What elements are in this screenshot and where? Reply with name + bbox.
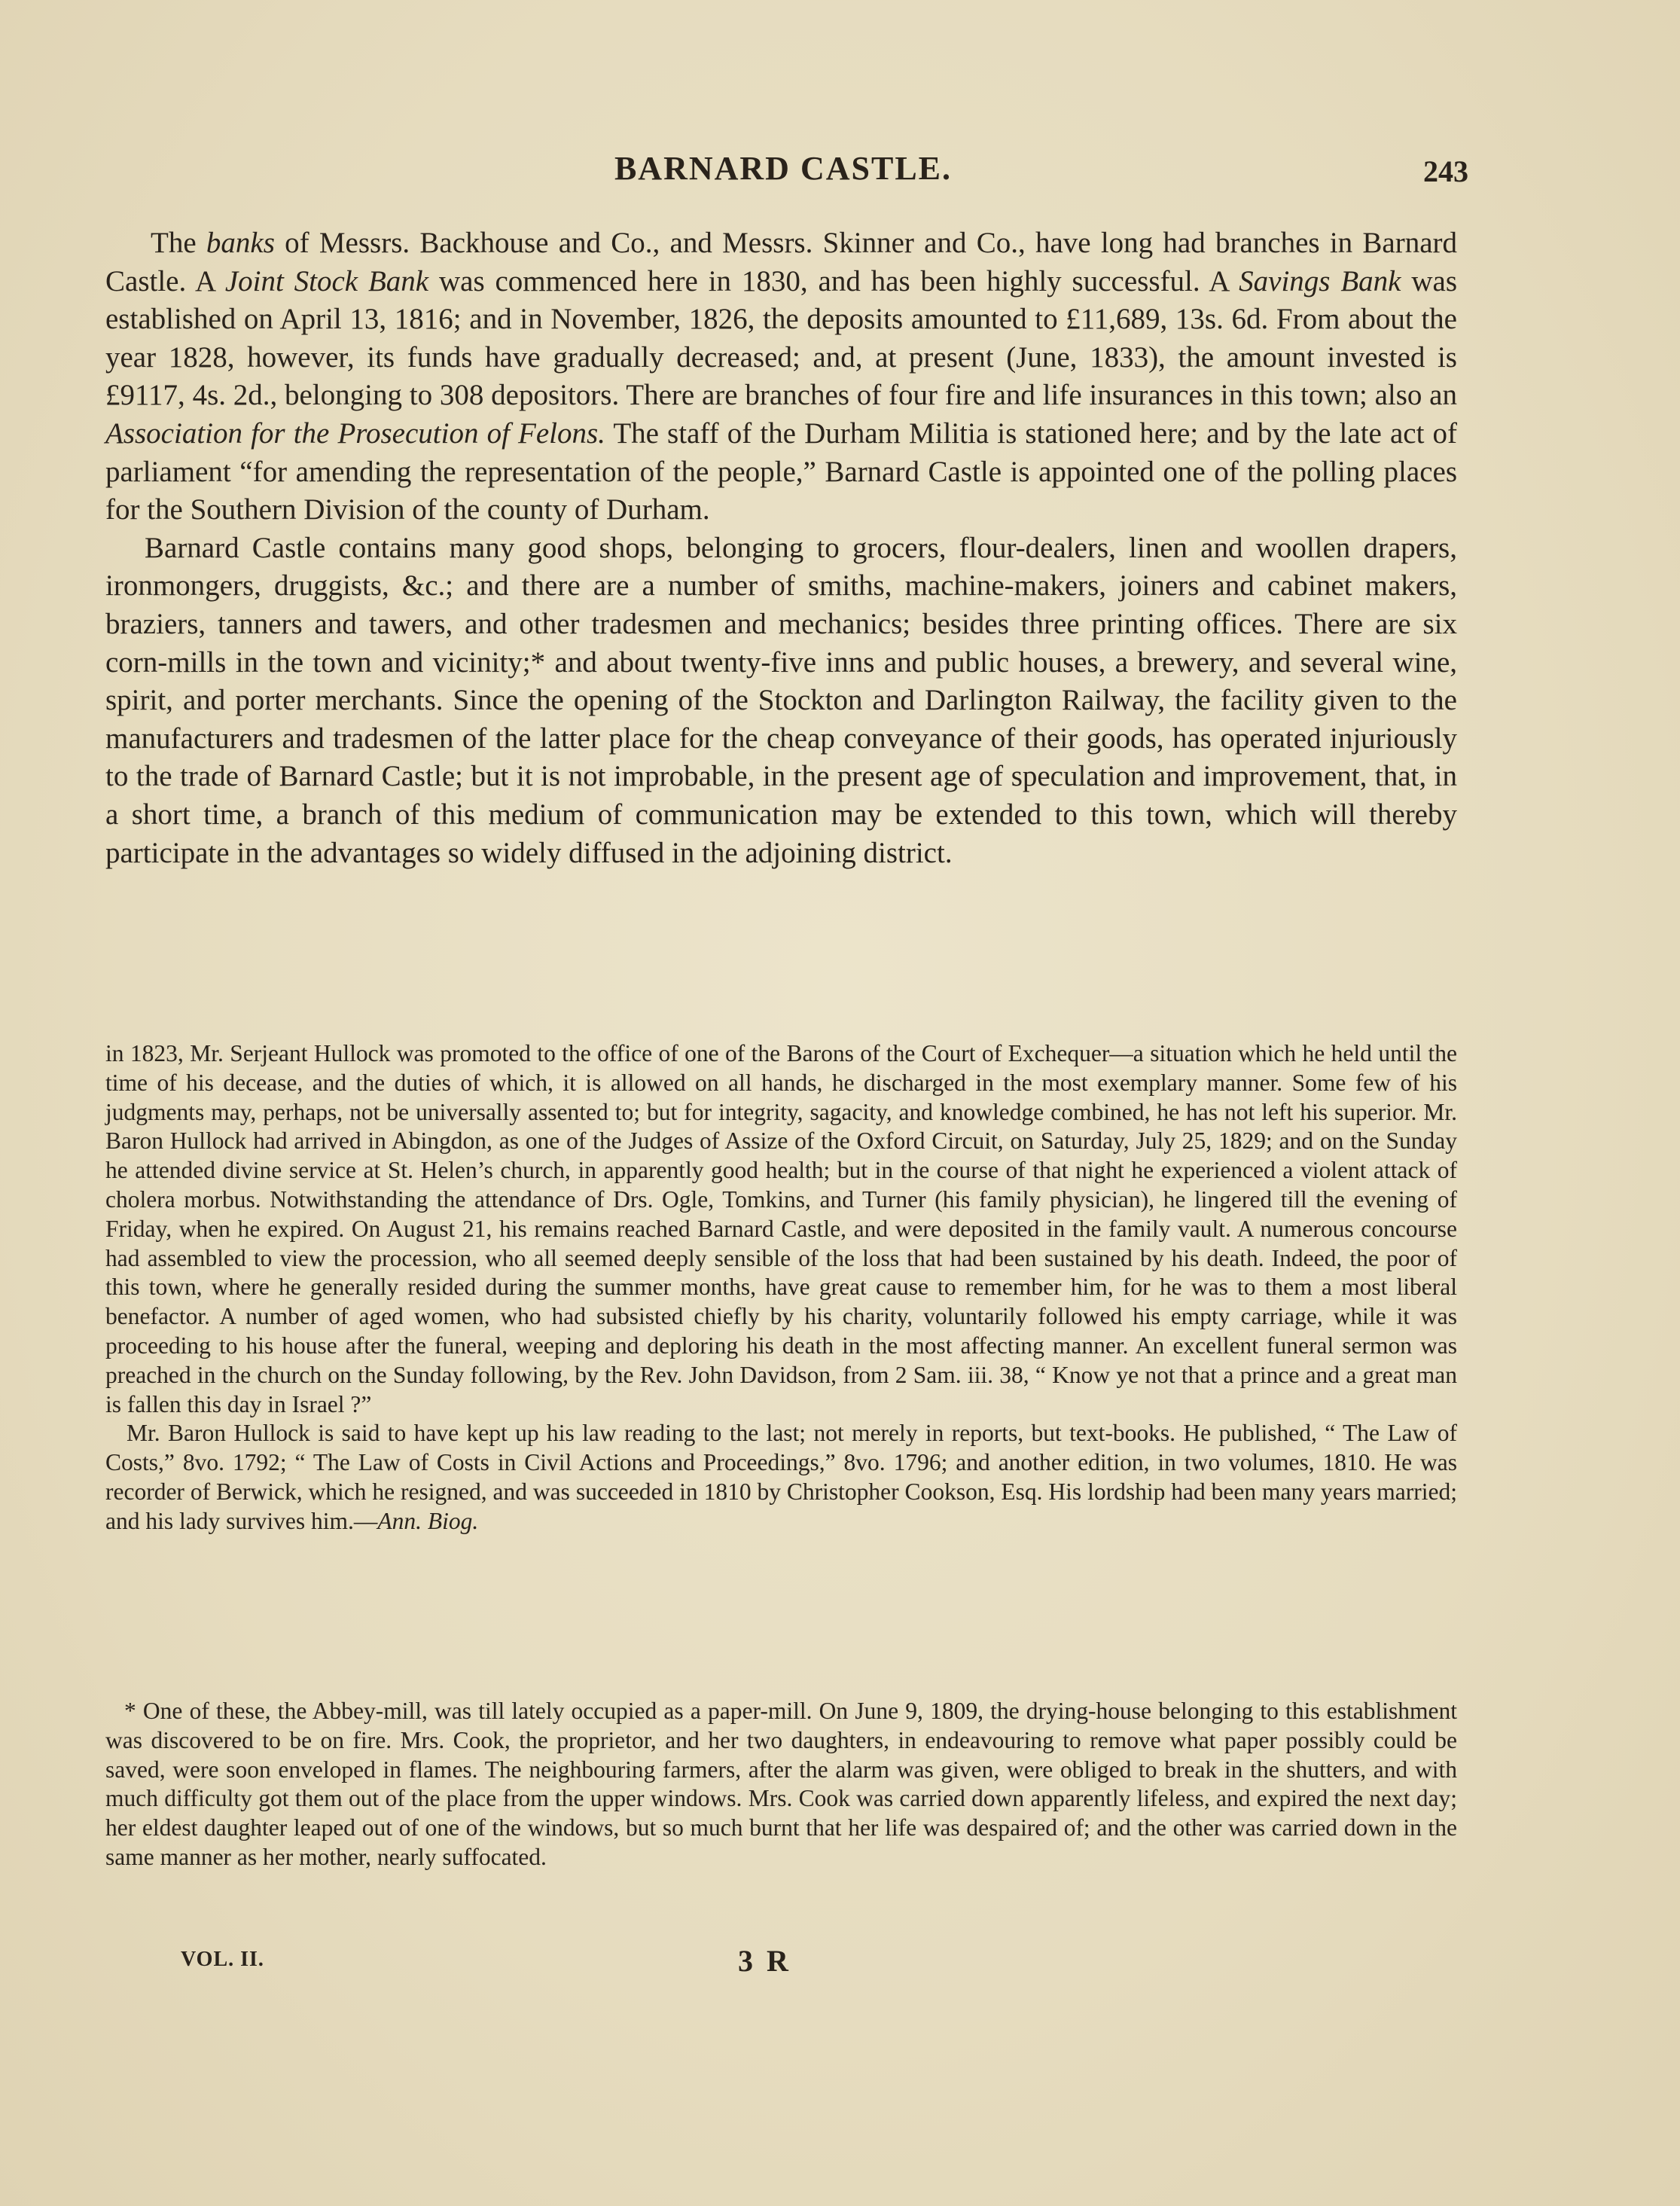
footnote-paragraph: * One of these, the Abbey-mill, was till lately occupied as a paper-mill. On June 9, 1809, the drying-house belonging to this establishment was discovered to be on fire. Mrs. Cook, the proprietor, and her two daughters, in endeavouring to remove what paper possibly could be saved, were soon enveloped in flames. The neighbouring farmers, after the alarm was given, were obliged to break in the shutters, and with much difficulty got them out of the place from the upper windows. Mrs. Cook was carried down apparently lifeless, and expired the next day; her eldest daughter leaped out of one of the windows, but so much burnt that her life was despaired of; and the other was carried down in the same manner as her mother, nearly suffocated.: [105, 1698, 1457, 1870]
italic-run: Association for the Prosecution of Felons.: [105, 416, 605, 450]
text-run: was established on April 13, 1816; and in November, 1826, the deposits amounted to £11,689, 13s. 6d. From about the year 1828, however, its funds have gradually decreased; and, at present (June, 1833), the amount invested is £9117, 4s. 2d., belonging to 308 depositors. There are branches of four fire and life insurances in this town; also an: [105, 264, 1457, 412]
text-run: The: [151, 227, 206, 259]
footnote-star: [105, 1697, 1457, 1872]
page-footer: [181, 1943, 934, 1981]
footnote-paragraph: [105, 1419, 1457, 1536]
page-number: 243: [1423, 154, 1468, 188]
italic-run: Ann. Biog.: [377, 1507, 479, 1534]
text-run: The staff of the Durham Militia is stationed here; and by the late act of parliament “for amending the representation of the people,” Barnard Castle is appointed one of the polling places for the Southern Division of the county of Durham.: [105, 416, 1457, 526]
footnote-paragraph: in 1823, Mr. Serjeant Hullock was promoted to the office of one of the Barons of the Court of Exchequer—a situation which he held until the time of his decease, and the duties of which, it is allowed on all hands, he discharged in the most exemplary manner. Some few of his judgments may, perhaps, not be universally assented to; but for integrity, sagacity, and knowledge combined, he has not left his superior. Mr. Baron Hullock had arrived in Abingdon, as one of the Judges of Assize of the Oxford Circuit, on Saturday, July 25, 1829; and on the Sunday he attended divine service at St. Helen’s church, in apparently good health; but in the course of that night he experienced a violent attack of cholera morbus. Notwithstanding the attendance of Drs. Ogle, Tomkins, and Turner (his family physician), he lingered till the evening of Friday, when he expired. On August 21, his remains reached Barnard Castle, and were deposited in the family vault. A numerous concourse had assembled to view the procession, who all seemed deeply sensible of the loss that had been sustained by his death. Indeed, the poor of this town, where he generally resided during the summer months, have great cause to remember him, for he was to them a most liberal benefactor. A number of aged women, who had subsisted chiefly by his charity, voluntarily followed his empty carriage, while it was proceeding to his house after the funeral, weeping and deploring his death in the most affecting manner. An excellent funeral sermon was preached in the church on the Sunday following, by the Rev. John Davidson, from 2 Sam. iii. 38, “ Know ye not that a prince and a great man is fallen this day in Israel ?”: [105, 1040, 1457, 1417]
page-header: [98, 149, 1468, 202]
italic-run: banks: [206, 227, 275, 259]
text-run: Mr. Baron Hullock is said to have kept up his law reading to the last; not merely in reports, but text-books. He published, “ The Law of Costs,” 8vo. 1792; “ The Law of Costs in Civil Actions and Proceedings,” 8vo. 1796; and another edition, in two volumes, 1810. He was recorder of Berwick, which he resigned, and was succeeded in 1810 by Christopher Cookson, Esq. His lordship had been many years married; and his lady survives him.—: [105, 1420, 1457, 1534]
paragraph-banks: [105, 224, 1457, 529]
footnote-continued: [105, 1039, 1457, 1536]
main-text: [105, 224, 1457, 872]
volume-label: VOL. II.: [181, 1948, 264, 1971]
paragraph-shops: Barnard Castle contains many good shops, belonging to grocers, flour-dealers, linen and woollen drapers, ironmongers, druggists, &c.; and there are a number of smiths, machine-makers, joiners and cabinet makers, braziers, tanners and tawers, and other tradesmen and mechanics; besides three printing offices. There are six corn-mills in the town and vicinity;* and about twenty-five inns and public houses, a brewery, and several wine, spirit, and porter merchants. Since the opening of the Stockton and Darlington Railway, the facility given to the manufacturers and tradesmen of the latter place for the cheap conveyance of their goods, has operated injuriously to the trade of Barnard Castle; but it is not improbable, in the present age of speculation and improvement, that, in a short time, a branch of this medium of communication may be extended to this town, which will thereby participate in the advantages so widely diffused in the adjoining district.: [105, 531, 1457, 869]
text-run: of Messrs. Backhouse and Co., and Messrs. Skinner and Co., have long had branches in Barnard Castle. A: [105, 227, 1458, 297]
signature-mark: 3 R: [738, 1944, 791, 1978]
running-title: BARNARD CASTLE.: [614, 150, 953, 187]
italic-run: Savings Bank: [1239, 264, 1401, 297]
italic-run: Joint Stock Bank: [224, 264, 429, 297]
text-run: was commenced here in 1830, and has been highly successful. A: [428, 264, 1239, 297]
